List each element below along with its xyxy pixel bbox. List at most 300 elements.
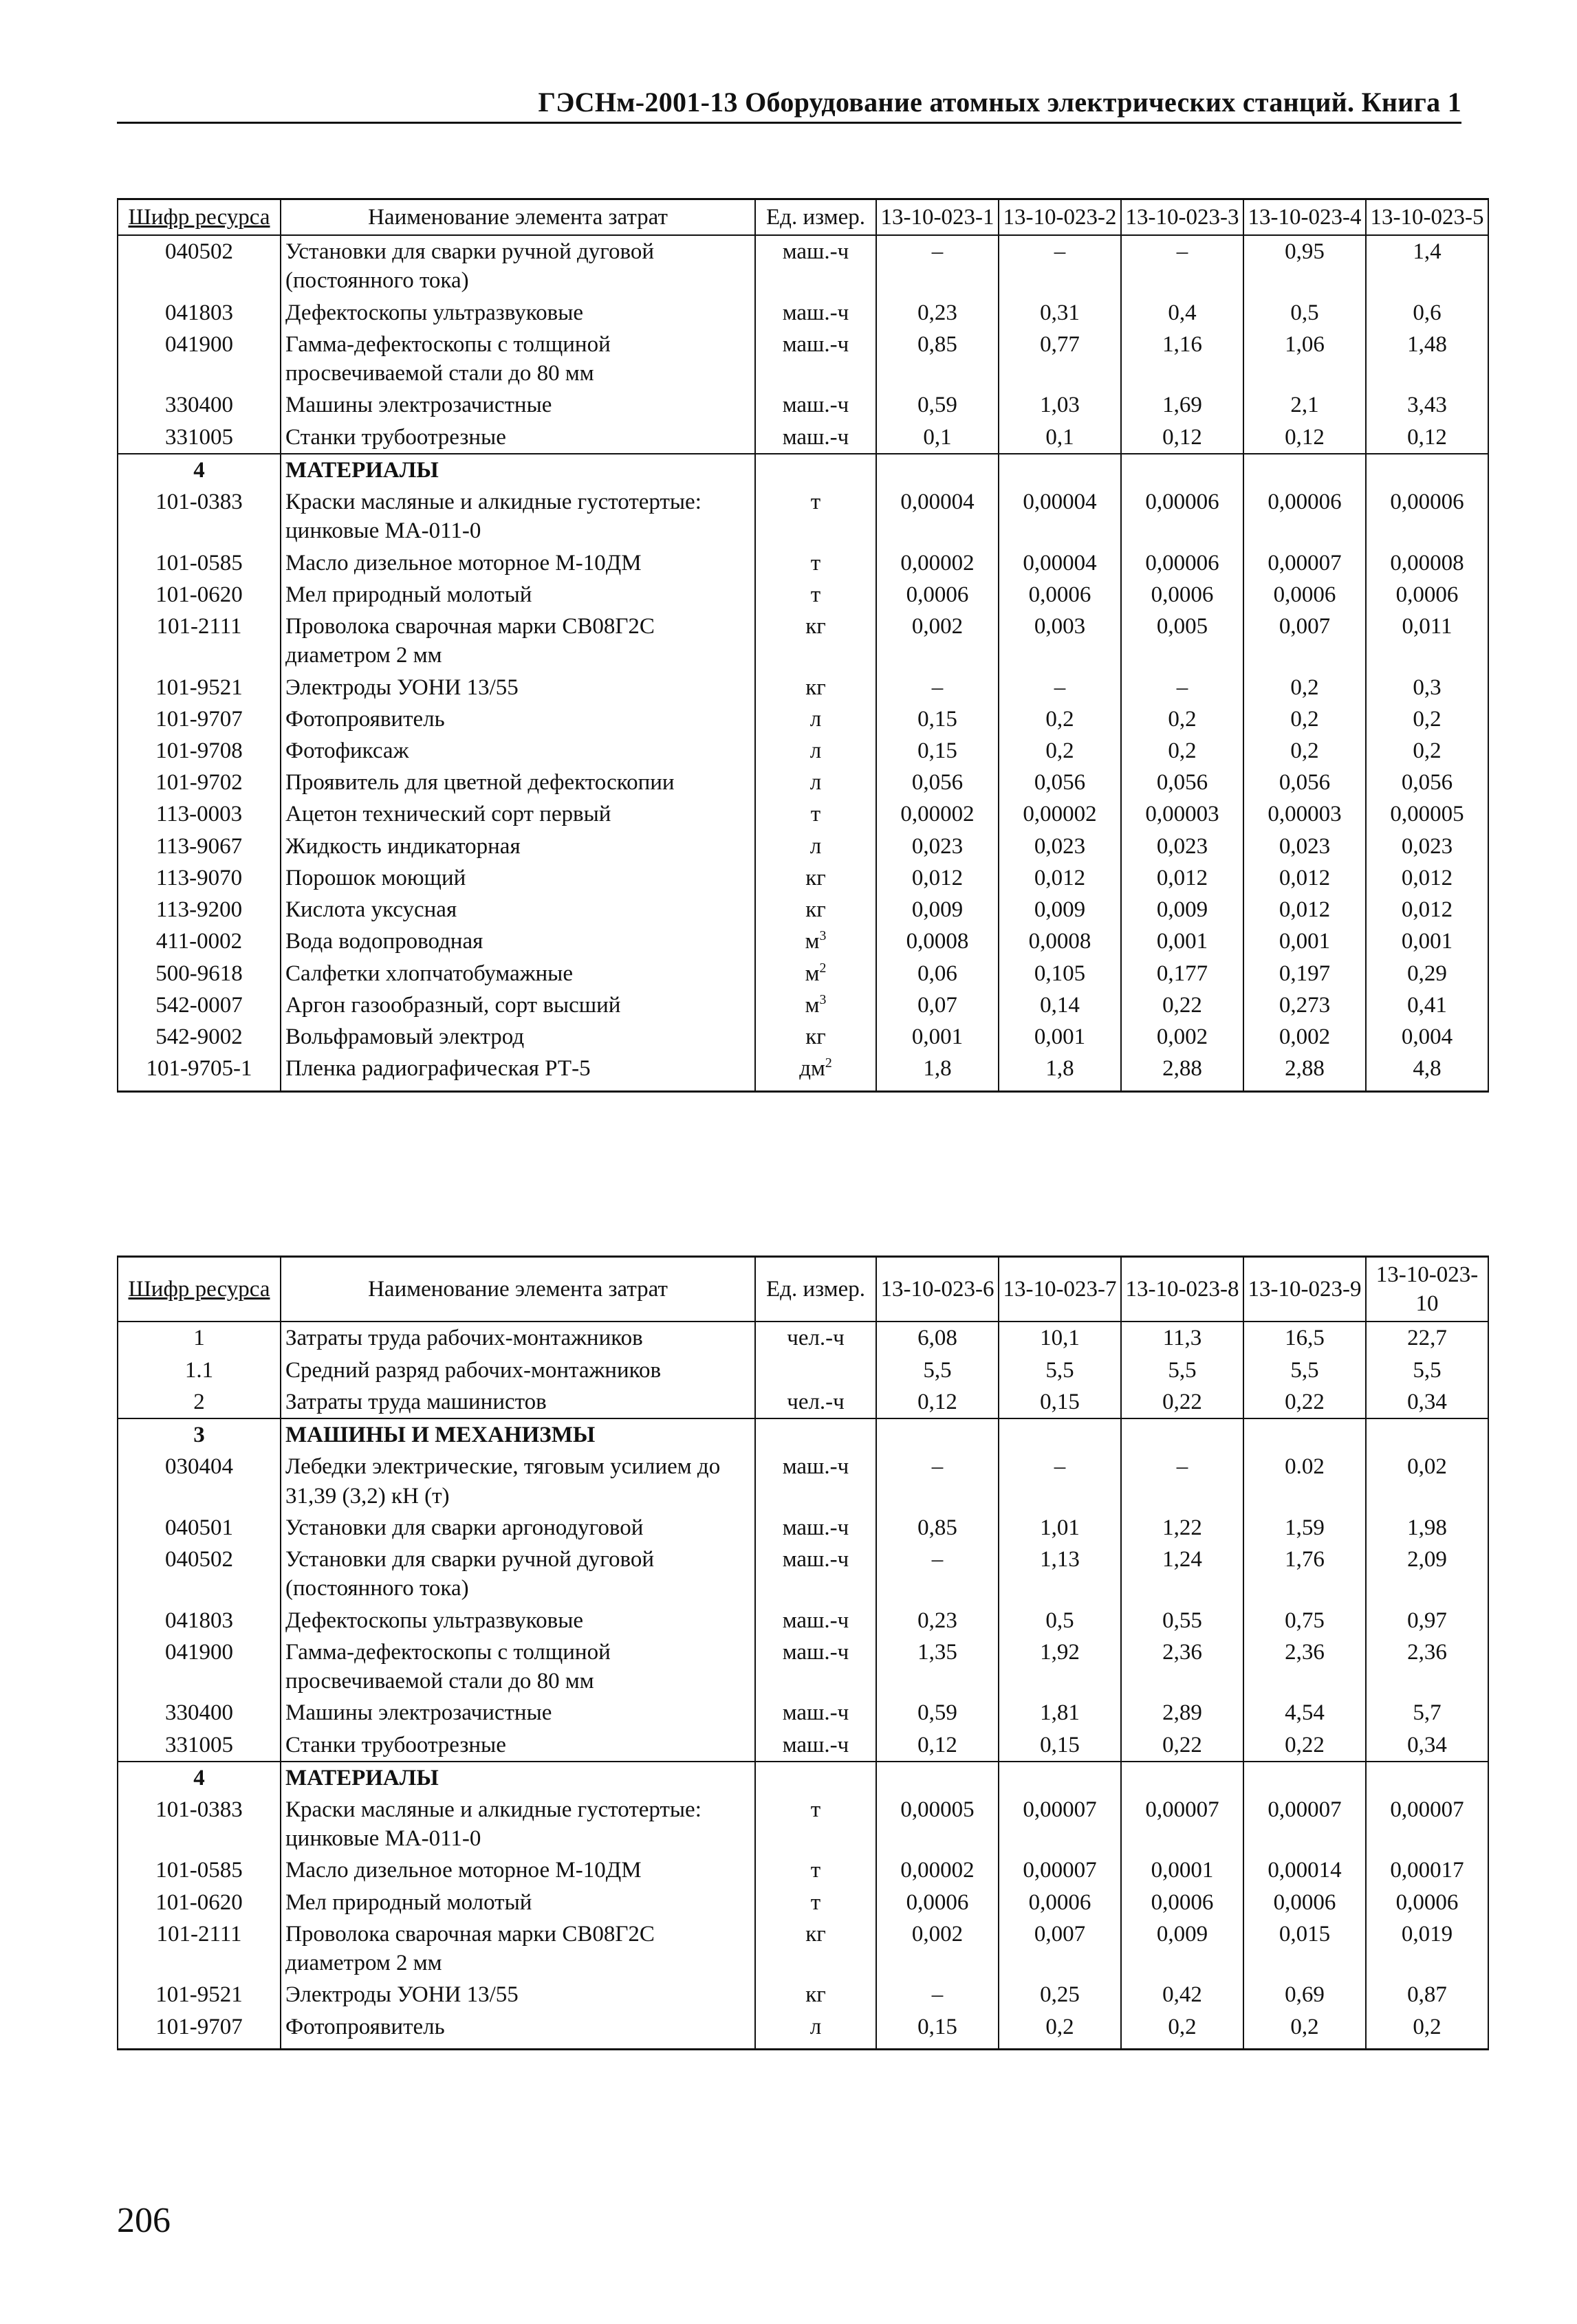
table-row [118, 1053, 1488, 1091]
resource-code: 041900 [118, 329, 281, 389]
cost-element-name: Краски масляные и алкидные густотертые: цинковые МА-011-0 [281, 1794, 755, 1854]
unit-cell [755, 958, 876, 989]
unit-text: маш.-ч [782, 239, 849, 265]
unit-text: маш.-ч [782, 1515, 849, 1540]
norm-value: 0,0006 [1243, 1887, 1366, 1918]
cost-element-name: Электроды УОНИ 13/55 [281, 672, 755, 703]
table-row [118, 1322, 1488, 1354]
norm-value: 1,13 [999, 1544, 1121, 1604]
norm-value: 0,00006 [1366, 486, 1488, 547]
resource-code: 041803 [118, 1605, 281, 1636]
table-row [118, 862, 1488, 894]
cost-element-name: Установки для сварки аргонодуговой [281, 1512, 755, 1544]
unit-cell [755, 767, 876, 798]
norm-value [1121, 1762, 1243, 1794]
norm-value: – [876, 235, 999, 296]
norm-value: 0,15 [999, 1729, 1121, 1762]
table-row [118, 235, 1488, 296]
unit-exponent: 2 [825, 1055, 832, 1071]
resource-code: 1 [118, 1322, 281, 1354]
table-row [118, 1979, 1488, 2010]
resource-code: 101-9705-1 [118, 1053, 281, 1091]
norm-value: 5,5 [876, 1355, 999, 1386]
norm-value [1121, 454, 1243, 486]
norm-value: – [876, 1979, 999, 2010]
norm-value: 0,00007 [999, 1854, 1121, 1886]
resource-code: 101-9702 [118, 767, 281, 798]
cost-element-name: Ацетон технический сорт первый [281, 798, 755, 830]
norm-value: 0,23 [876, 297, 999, 329]
column-header-name: Наименование элемента затрат [281, 1257, 755, 1322]
norm-value: 0,97 [1366, 1605, 1488, 1636]
norm-value: 0,00007 [999, 1794, 1121, 1854]
table-row [118, 547, 1488, 579]
norm-value: 0,1 [999, 421, 1121, 454]
column-header-norm: 13-10-023-7 [999, 1257, 1121, 1322]
unit-cell [755, 798, 876, 830]
norm-value [876, 1418, 999, 1451]
norm-value: 0,001 [1121, 925, 1243, 957]
norm-value [1366, 1418, 1488, 1451]
norm-value: 0,00008 [1366, 547, 1488, 579]
norm-value: 0,3 [1366, 672, 1488, 703]
column-header-norm: 13-10-023-8 [1121, 1257, 1243, 1322]
table-row [118, 329, 1488, 389]
cost-element-name: Станки трубоотрезные [281, 421, 755, 454]
resource-code: 3 [118, 1418, 281, 1451]
norm-value: 0,0006 [876, 579, 999, 611]
table-row [118, 1854, 1488, 1886]
norm-value: 0,001 [876, 1021, 999, 1053]
unit-cell [755, 454, 876, 486]
cost-element-name: Дефектоскопы ультразвуковые [281, 297, 755, 329]
norm-value: 0,00006 [1243, 486, 1366, 547]
norm-value: 0,77 [999, 329, 1121, 389]
unit-text: маш.-ч [782, 1700, 849, 1726]
norm-value: 0,2 [1121, 2011, 1243, 2050]
table-row [118, 1636, 1488, 1697]
resource-code: 113-9070 [118, 862, 281, 894]
table-row [118, 1386, 1488, 1418]
norm-value: 1,8 [999, 1053, 1121, 1091]
norm-value: 0,2 [1121, 735, 1243, 767]
norm-value: 0,31 [999, 297, 1121, 329]
norm-value: 0,2 [1243, 672, 1366, 703]
column-header-norm: 13-10-023-4 [1243, 199, 1366, 236]
resource-code: 101-0383 [118, 1794, 281, 1854]
norm-value: 2,88 [1243, 1053, 1366, 1091]
norm-value: 0,002 [1243, 1021, 1366, 1053]
norm-value: 0,012 [1243, 862, 1366, 894]
resource-code: 041803 [118, 297, 281, 329]
unit-text: маш.-ч [782, 1732, 849, 1757]
resource-code: 542-9002 [118, 1021, 281, 1053]
norm-value: 0,12 [876, 1386, 999, 1418]
resource-code: 500-9618 [118, 958, 281, 989]
norm-value: 0,002 [876, 611, 999, 671]
unit-text: т [810, 1858, 821, 1883]
norm-value: 0,87 [1366, 1979, 1488, 2010]
unit-text: кг [805, 1982, 826, 2008]
unit-cell [755, 672, 876, 703]
column-header-norm: 13-10-023-10 [1366, 1257, 1488, 1322]
table-row [118, 831, 1488, 862]
norm-value: 0,2 [1366, 735, 1488, 767]
unit-cell [755, 1418, 876, 1451]
norm-value: 0,22 [1243, 1729, 1366, 1762]
unit-text: т [810, 582, 821, 607]
norm-value: 0,004 [1366, 1021, 1488, 1053]
cost-element-name: Краски масляные и алкидные густотертые: цинковые МА-011-0 [281, 486, 755, 547]
table-row [118, 579, 1488, 611]
norm-value: 0,00006 [1121, 486, 1243, 547]
resource-code: 331005 [118, 421, 281, 454]
norm-value: 0,023 [1243, 831, 1366, 862]
unit-text: м [805, 929, 820, 954]
norm-value: 0,1 [876, 421, 999, 454]
column-header-norm: 13-10-023-2 [999, 199, 1121, 236]
table-row [118, 925, 1488, 957]
column-header-code: Шифр ресурса [118, 199, 281, 236]
table-row [118, 1544, 1488, 1604]
norm-value [999, 1418, 1121, 1451]
norm-value: 0,00007 [1243, 547, 1366, 579]
unit-cell [755, 1854, 876, 1886]
norm-value: 0,0001 [1121, 1854, 1243, 1886]
norm-value: 0,6 [1366, 297, 1488, 329]
norm-value: 0,056 [1121, 767, 1243, 798]
unit-cell [755, 925, 876, 957]
unit-cell [755, 297, 876, 329]
unit-text: кг [805, 614, 826, 639]
norm-value: 0,34 [1366, 1386, 1488, 1418]
column-header-code: Шифр ресурса [118, 1257, 281, 1322]
unit-text: л [809, 770, 822, 796]
norm-value [876, 1762, 999, 1794]
norm-value: 0,009 [876, 894, 999, 925]
norm-value: 0,197 [1243, 958, 1366, 989]
norm-value: 0,75 [1243, 1605, 1366, 1636]
norm-value: 1,06 [1243, 329, 1366, 389]
norm-value: 5,5 [1366, 1355, 1488, 1386]
cost-element-name: Станки трубоотрезные [281, 1729, 755, 1762]
column-header-name: Наименование элемента затрат [281, 199, 755, 236]
table-row [118, 1697, 1488, 1729]
norm-value: 0,012 [999, 862, 1121, 894]
cost-element-name: Мел природный молотый [281, 1887, 755, 1918]
norm-value: 2,1 [1243, 389, 1366, 421]
resource-code: 4 [118, 1762, 281, 1794]
table-row [118, 611, 1488, 671]
resource-code: 101-2111 [118, 1918, 281, 1979]
norm-value: 1,16 [1121, 329, 1243, 389]
norm-value: 0,007 [999, 1918, 1121, 1979]
unit-cell [755, 735, 876, 767]
norm-value: 4,54 [1243, 1697, 1366, 1729]
norm-value: 1,59 [1243, 1512, 1366, 1544]
norm-value [1366, 454, 1488, 486]
norm-value: 0,00005 [876, 1794, 999, 1854]
norm-value: 0,59 [876, 1697, 999, 1729]
resource-code: 101-2111 [118, 611, 281, 671]
norm-value: 0,012 [1243, 894, 1366, 925]
table-row [118, 1512, 1488, 1544]
table-row [118, 1451, 1488, 1511]
norm-value: 0,15 [876, 703, 999, 735]
unit-exponent: 3 [819, 991, 827, 1007]
norm-value: 5,5 [1121, 1355, 1243, 1386]
column-header-norm: 13-10-023-1 [876, 199, 999, 236]
norm-value: 0,15 [876, 735, 999, 767]
norm-value: – [999, 235, 1121, 296]
norm-value: 0,69 [1243, 1979, 1366, 2010]
cost-element-name: Кислота уксусная [281, 894, 755, 925]
norm-value: 1,48 [1366, 329, 1488, 389]
norm-value [1243, 454, 1366, 486]
cost-element-name: Установки для сварки ручной дуговой (постоянного тока) [281, 1544, 755, 1604]
norm-value: 0,00005 [1366, 798, 1488, 830]
unit-text: т [810, 490, 821, 515]
table-body [118, 1322, 1488, 2049]
norm-value: 1,24 [1121, 1544, 1243, 1604]
unit-cell [755, 1355, 876, 1386]
unit-cell [755, 1605, 876, 1636]
table-row [118, 1021, 1488, 1053]
norm-value: 0,95 [1243, 235, 1366, 296]
unit-exponent: 2 [819, 960, 827, 976]
norm-value: 0,12 [1121, 421, 1243, 454]
cost-element-name: Гамма-дефектоскопы с толщиной просвечиваемой стали до 80 мм [281, 329, 755, 389]
norm-value: 0,005 [1121, 611, 1243, 671]
norm-value: 0,23 [876, 1605, 999, 1636]
cost-element-name: Аргон газообразный, сорт высший [281, 989, 755, 1021]
norm-value: 0,29 [1366, 958, 1488, 989]
column-header-norm: 13-10-023-5 [1366, 199, 1488, 236]
table-row [118, 1918, 1488, 1979]
norm-value: 0,001 [1243, 925, 1366, 957]
norm-value: 11,3 [1121, 1322, 1243, 1354]
column-header-norm: 13-10-023-9 [1243, 1257, 1366, 1322]
cost-element-name: Порошок моющий [281, 862, 755, 894]
table-row [118, 672, 1488, 703]
norm-value: 0,001 [1366, 925, 1488, 957]
cost-element-name: Дефектоскопы ультразвуковые [281, 1605, 755, 1636]
column-header-norm: 13-10-023-6 [876, 1257, 999, 1322]
cost-element-name: Фотопроявитель [281, 2011, 755, 2050]
norm-value: 0,056 [876, 767, 999, 798]
cost-element-name: Вода водопроводная [281, 925, 755, 957]
unit-cell [755, 235, 876, 296]
cost-element-name: Проявитель для цветной дефектоскопии [281, 767, 755, 798]
norm-value [1243, 1418, 1366, 1451]
norm-value: 0,009 [1121, 1918, 1243, 1979]
norm-value: 0,14 [999, 989, 1121, 1021]
norm-value: 0,5 [999, 1605, 1121, 1636]
norm-value: 0,59 [876, 389, 999, 421]
resource-code: 101-0585 [118, 547, 281, 579]
resource-code: 101-0620 [118, 579, 281, 611]
norm-value: 1,81 [999, 1697, 1121, 1729]
norm-value: – [876, 672, 999, 703]
unit-cell [755, 1053, 876, 1091]
cost-element-name: МАТЕРИАЛЫ [281, 1762, 755, 1794]
norm-value: 0,105 [999, 958, 1121, 989]
table-row [118, 486, 1488, 547]
norm-value: 1,76 [1243, 1544, 1366, 1604]
norm-value: 0,023 [1366, 831, 1488, 862]
cost-element-name: Гамма-дефектоскопы с толщиной просвечиваемой стали до 80 мм [281, 1636, 755, 1697]
norm-value: 0,2 [1121, 703, 1243, 735]
norm-value: 0,056 [1243, 767, 1366, 798]
unit-text: т [810, 1797, 821, 1822]
norm-value: 0,023 [1121, 831, 1243, 862]
table-row [118, 2011, 1488, 2050]
unit-cell [755, 1512, 876, 1544]
cost-element-name: Лебедки электрические, тяговым усилием до 31,39 (3,2) кН (т) [281, 1451, 755, 1511]
unit-text: л [809, 833, 822, 859]
norm-value: 0,5 [1243, 297, 1366, 329]
norm-value: 0,00004 [999, 547, 1121, 579]
norm-value: 5,5 [999, 1355, 1121, 1386]
norm-value: 0,4 [1121, 297, 1243, 329]
norm-value: 0,177 [1121, 958, 1243, 989]
unit-cell [755, 1887, 876, 1918]
resource-code: 040502 [118, 235, 281, 296]
norm-value: 0,42 [1121, 1979, 1243, 2010]
norm-value: 0,012 [1366, 894, 1488, 925]
norm-value: 0.02 [1243, 1451, 1366, 1511]
norm-value: 1,92 [999, 1636, 1121, 1697]
norm-value: 0,012 [1121, 862, 1243, 894]
norm-value: 0,00002 [876, 1854, 999, 1886]
norm-value [1121, 1418, 1243, 1451]
norm-value: 0,0008 [999, 925, 1121, 957]
norm-value: 2,36 [1121, 1636, 1243, 1697]
unit-cell [755, 1794, 876, 1854]
norm-value: 1,4 [1366, 235, 1488, 296]
norm-value: 0,55 [1121, 1605, 1243, 1636]
norm-value: 0,12 [1243, 421, 1366, 454]
cost-element-name: Фотофиксаж [281, 735, 755, 767]
unit-cell [755, 831, 876, 862]
norm-value: 0,011 [1366, 611, 1488, 671]
norm-value: 0,0006 [1366, 1887, 1488, 1918]
section-row [118, 1418, 1488, 1451]
unit-cell [755, 1544, 876, 1604]
norm-value: 0,0006 [1243, 579, 1366, 611]
resource-code: 113-9200 [118, 894, 281, 925]
norm-value: 0,0006 [1121, 1887, 1243, 1918]
norm-value: 16,5 [1243, 1322, 1366, 1354]
table-row [118, 1887, 1488, 1918]
norm-value: 0,00003 [1243, 798, 1366, 830]
section-row [118, 454, 1488, 486]
norm-value: 0,22 [1121, 1729, 1243, 1762]
column-header-unit: Ед. измер. [755, 199, 876, 236]
norm-value: 1,69 [1121, 389, 1243, 421]
unit-cell [755, 389, 876, 421]
norm-value [1366, 1762, 1488, 1794]
table-row [118, 798, 1488, 830]
norm-value: 4,8 [1366, 1053, 1488, 1091]
norm-value [876, 454, 999, 486]
cost-element-name: Масло дизельное моторное М-10ДМ [281, 1854, 755, 1886]
resource-code: 113-0003 [118, 798, 281, 830]
unit-text: маш.-ч [782, 1547, 849, 1572]
unit-text: кг [805, 675, 826, 700]
norm-value: 0,2 [1366, 2011, 1488, 2050]
cost-element-name: Установки для сварки ручной дуговой (постоянного тока) [281, 235, 755, 296]
norm-value: 0,002 [876, 1918, 999, 1979]
norm-value: – [1121, 235, 1243, 296]
norm-value: – [876, 1544, 999, 1604]
norm-value: 0,00007 [1121, 1794, 1243, 1854]
norm-value: 1,8 [876, 1053, 999, 1091]
resource-code: 101-9707 [118, 2011, 281, 2050]
norm-value: 0,00006 [1121, 547, 1243, 579]
norm-value: 0,273 [1243, 989, 1366, 1021]
unit-cell [755, 1762, 876, 1794]
unit-text: кг [805, 897, 826, 923]
norm-value: 0,019 [1366, 1918, 1488, 1979]
cost-element-name: Проволока сварочная марки СВ08Г2С диаметром 2 мм [281, 611, 755, 671]
norm-value: 0,00007 [1366, 1794, 1488, 1854]
norm-value: 0,15 [876, 2011, 999, 2050]
norm-value: 0,012 [876, 862, 999, 894]
norm-value: 2,88 [1121, 1053, 1243, 1091]
table-header-row [118, 1257, 1488, 1322]
table-row [118, 894, 1488, 925]
norm-value: 6,08 [876, 1322, 999, 1354]
table-row [118, 703, 1488, 735]
unit-text: л [809, 738, 822, 763]
unit-cell [755, 421, 876, 454]
unit-text: маш.-ч [782, 300, 849, 325]
resource-code: 041900 [118, 1636, 281, 1697]
norm-value: 0,00004 [876, 486, 999, 547]
norm-value: 0,003 [999, 611, 1121, 671]
norm-value: 0,00007 [1243, 1794, 1366, 1854]
norm-value: 0,00004 [999, 486, 1121, 547]
unit-text: л [809, 706, 822, 732]
norm-value: 1,01 [999, 1512, 1121, 1544]
table-row [118, 767, 1488, 798]
norm-value: 0,2 [1366, 703, 1488, 735]
unit-text: кг [805, 1921, 826, 1947]
cost-element-name: Затраты труда машинистов [281, 1386, 755, 1418]
unit-exponent: 3 [819, 928, 827, 944]
unit-cell [755, 989, 876, 1021]
norm-value: 0,41 [1366, 989, 1488, 1021]
norm-value: 1,35 [876, 1636, 999, 1697]
resource-code: 101-0620 [118, 1887, 281, 1918]
norm-value: 0,023 [876, 831, 999, 862]
unit-text: маш.-ч [782, 424, 849, 450]
unit-cell [755, 894, 876, 925]
resource-code: 101-0585 [118, 1854, 281, 1886]
norm-value: 1,03 [999, 389, 1121, 421]
unit-text: маш.-ч [782, 1639, 849, 1665]
norm-value: 0,0006 [876, 1887, 999, 1918]
norm-value: 0,22 [1243, 1386, 1366, 1418]
unit-text: дм [799, 1056, 825, 1082]
cost-element-name: Машины электрозачистные [281, 1697, 755, 1729]
cost-element-name: Масло дизельное моторное М-10ДМ [281, 547, 755, 579]
resource-code: 331005 [118, 1729, 281, 1762]
unit-text: маш.-ч [782, 1608, 849, 1633]
norm-value: 5,7 [1366, 1697, 1488, 1729]
norm-value: 0,12 [1366, 421, 1488, 454]
